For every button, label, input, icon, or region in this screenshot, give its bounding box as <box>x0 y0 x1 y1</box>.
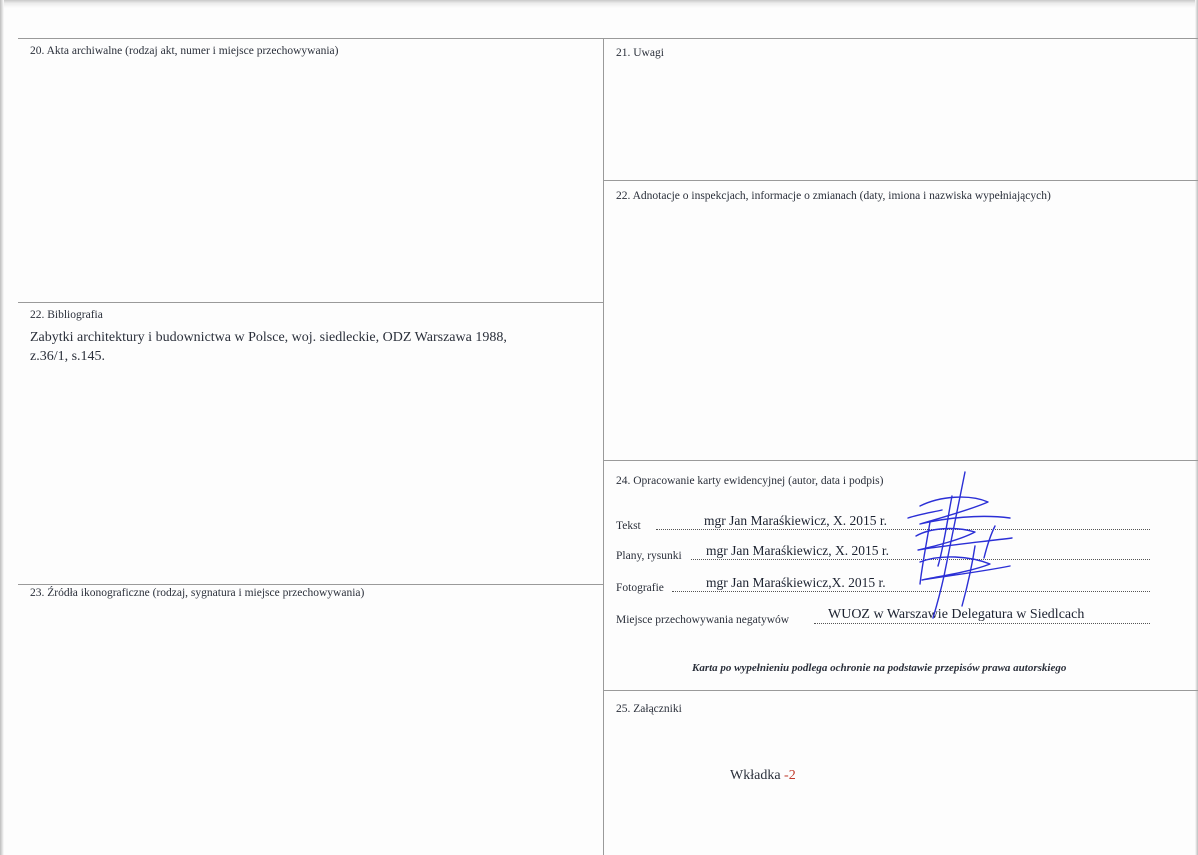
field-20-label: 20. Akta archiwalne (rodzaj akt, numer i miejsce przechowywania) <box>30 45 339 57</box>
fotografie-label: Fotografie <box>616 582 664 594</box>
field-23-label: 23. Źródła ikonograficzne (rodzaj, sygnatura i miejsce przechowywania) <box>30 587 365 599</box>
bibliography-text <box>30 328 590 366</box>
field-21-label: 21. Uwagi <box>616 47 664 59</box>
wkladka-text: Wkładka <box>730 768 781 783</box>
row-tekst <box>616 513 1150 532</box>
wkladka-reference <box>730 768 796 784</box>
page-edge-top <box>0 0 1198 8</box>
field-22-bibliografia-label: 22. Bibliografia <box>30 309 103 321</box>
rule-left-2 <box>18 584 603 585</box>
page-edge-left <box>0 0 4 855</box>
rule-right-1 <box>604 180 1198 181</box>
rule-center-vertical <box>603 38 604 855</box>
negatywy-label: Miejsce przechowywania negatywów <box>616 614 790 626</box>
row-negatywy <box>616 607 1150 626</box>
rule-right-2 <box>604 460 1198 461</box>
field-24-label: 24. Opracowanie karty ewidencyjnej (autor, data i podpis) <box>616 475 884 487</box>
plany-value: mgr Jan Maraśkiewicz, X. 2015 r. <box>706 543 889 558</box>
plany-label: Plany, rysunki <box>616 550 682 562</box>
rule-top <box>18 38 1198 39</box>
rule-left-1 <box>18 302 603 303</box>
handwritten-signature <box>900 466 1030 626</box>
copyright-notice: Karta po wypełnieniu podlega ochronie na podstawie przepisów prawa autorskiego <box>692 662 1067 674</box>
fotografie-value: mgr Jan Maraśkiewicz,X. 2015 r. <box>706 575 886 590</box>
field-22-adnotacje-label: 22. Adnotacje o inspekcjach, informacje o zmianach (daty, imiona i nazwiska wypełniających) <box>616 190 1051 202</box>
negatywy-value: WUOZ w Warszawie Delegatura w Siedlcach <box>828 607 1085 622</box>
wkladka-number: -2 <box>784 768 796 783</box>
bibliography-line-2: z.36/1, s.145. <box>30 349 106 364</box>
field-25-label: 25. Załączniki <box>616 703 682 715</box>
row-plany <box>616 543 1150 562</box>
tekst-value: mgr Jan Maraśkiewicz, X. 2015 r. <box>704 513 887 528</box>
rule-right-3 <box>604 690 1198 691</box>
tekst-label: Tekst <box>616 520 641 532</box>
row-fotografie <box>616 575 1150 594</box>
bibliography-line-1: Zabytki architektury i budownictwa w Polsce, woj. siedleckie, ODZ Warszawa 1988, <box>30 330 507 345</box>
